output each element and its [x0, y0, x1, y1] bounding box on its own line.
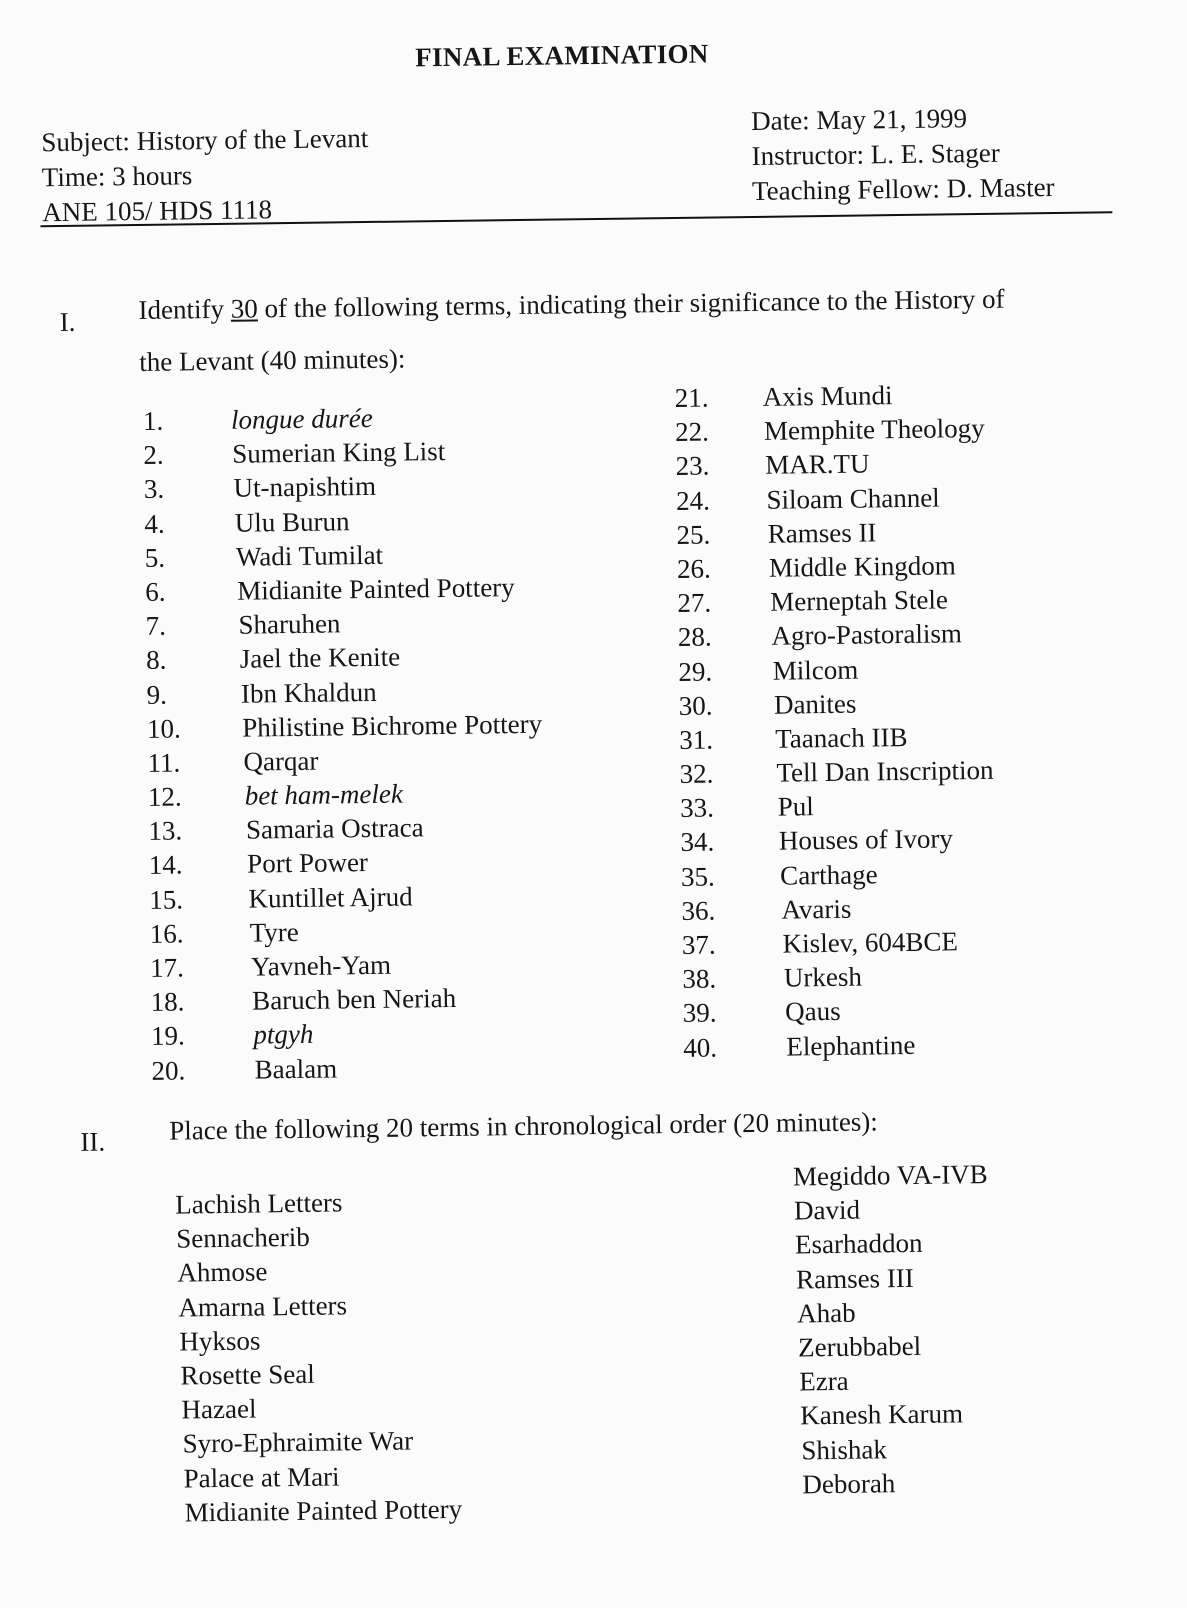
term-text: longue durée	[230, 402, 373, 435]
term-number: 13.	[148, 815, 183, 847]
term-text: Ramses II	[767, 517, 877, 549]
term-text: Merneptah Stele	[770, 584, 949, 617]
term-number: 19.	[150, 1020, 185, 1052]
term-number: 16.	[149, 918, 184, 949]
term-text: Middle Kingdom	[768, 550, 956, 583]
term-text: Kuntillet Ajrud	[248, 881, 413, 914]
chronology-term: Amarna Letters	[178, 1289, 348, 1323]
chronology-term: Hazael	[181, 1393, 257, 1425]
date-line: Date: May 21, 1999	[750, 103, 968, 136]
term-number: 36.	[681, 895, 716, 926]
term-number: 10.	[146, 713, 181, 744]
chronology-term: Midianite Painted Pottery	[184, 1493, 463, 1528]
term-number: 38.	[682, 963, 717, 995]
chronology-term: Ahab	[796, 1297, 856, 1329]
term-number: 25.	[676, 519, 711, 550]
chronology-term: Megiddo VA-IVB	[792, 1158, 988, 1192]
header-left	[41, 121, 369, 230]
term-number: 33.	[679, 792, 715, 824]
term-number: 26.	[676, 553, 711, 584]
term-text: MAR.TU	[765, 448, 870, 481]
term-text: Midianite Painted Pottery	[237, 572, 515, 606]
term-text: Baruch ben Neriah	[251, 983, 457, 1016]
chronology-term: David	[793, 1194, 861, 1226]
term-number: 30.	[678, 690, 713, 721]
section-2-numeral: II.	[80, 1126, 106, 1157]
term-text: Qaus	[784, 996, 841, 1027]
term-text: Sharuhen	[238, 608, 341, 640]
chronology-term: Zerubbabel	[797, 1330, 922, 1363]
term-number: 15.	[149, 884, 184, 915]
term-text: Siloam Channel	[766, 482, 940, 515]
chronology-term: Ezra	[799, 1365, 849, 1397]
term-text: Urkesh	[783, 961, 863, 993]
instr-line2: the Levant (40 minutes):	[139, 343, 406, 377]
term-number: 29.	[678, 656, 713, 687]
chronology-list-right	[793, 1157, 992, 1501]
term-number: 31.	[679, 724, 714, 755]
terms-list-right	[675, 375, 1144, 1065]
chronology-term: Syro-Ephraimite War	[182, 1425, 414, 1459]
section-1-instructions	[138, 273, 1005, 388]
term-number: 23.	[675, 450, 710, 482]
term-number: 22.	[674, 416, 710, 448]
term-number: 24.	[675, 485, 711, 516]
course-line: ANE 105/ HDS 1118	[42, 194, 273, 228]
term-text: Samaria Ostraca	[245, 812, 424, 845]
term-number: 14.	[148, 849, 183, 881]
term-number: 39.	[682, 997, 717, 1029]
term-number: 4.	[144, 508, 165, 539]
term-text: Milcom	[772, 654, 859, 686]
term-text: Memphite Theology	[763, 413, 985, 447]
chronology-term: Palace at Mari	[183, 1460, 340, 1494]
section-2-instructions: Place the following 20 terms in chronological order (20 minutes):	[169, 1106, 879, 1146]
term-text: Yavneh-Yam	[250, 949, 392, 982]
term-number: 35.	[680, 861, 715, 892]
term-text: ptgyh	[253, 1019, 314, 1050]
term-number: 27.	[677, 587, 712, 619]
term-number: 11.	[147, 747, 181, 778]
term-number: 3.	[143, 474, 165, 505]
term-number: 9.	[146, 679, 168, 710]
term-text: Sumerian King List	[232, 436, 446, 469]
term-text: Baalam	[254, 1053, 338, 1085]
term-number: 40.	[683, 1032, 718, 1063]
term-text: Pul	[777, 791, 814, 822]
term-item	[151, 1047, 651, 1088]
term-text: Houses of Ivory	[778, 823, 954, 857]
subject-line: Subject: History of the Levant	[41, 122, 369, 158]
term-number: 32.	[679, 758, 714, 790]
section-1-numeral: I.	[59, 306, 76, 338]
term-text: Tyre	[249, 916, 299, 948]
chronology-term: Ahmose	[177, 1256, 268, 1288]
term-number: 6.	[145, 576, 166, 607]
term-text: Avaris	[781, 893, 852, 925]
term-text: Tell Dan Inscription	[776, 754, 994, 788]
term-number: 37.	[681, 929, 716, 960]
teaching-fellow-line: Teaching Fellow: D. Master	[751, 171, 1055, 206]
chronology-list-left	[175, 1184, 462, 1530]
term-text: Port Power	[247, 847, 369, 880]
term-number: 18.	[150, 986, 185, 1018]
term-text: Wadi Tumilat	[235, 539, 384, 572]
term-text: Elephantine	[786, 1029, 916, 1062]
chronology-term: Lachish Letters	[175, 1187, 343, 1220]
instr-pre: Identify	[138, 293, 231, 325]
chronology-term: Kanesh Karum	[800, 1398, 964, 1431]
term-text: Taanach IIB	[775, 721, 908, 754]
term-text: Kislev, 604BCE	[782, 926, 959, 959]
header-right	[751, 100, 1055, 209]
term-text: Agro-Pastoralism	[771, 618, 963, 652]
term-text: bet ham-melek	[244, 778, 404, 811]
term-number: 17.	[149, 952, 185, 983]
chronology-term: Esarhaddon	[794, 1228, 923, 1260]
term-number: 5.	[144, 542, 166, 573]
term-text: Jael the Kenite	[239, 641, 401, 675]
term-number: 12.	[147, 781, 182, 812]
term-number: 28.	[677, 621, 712, 653]
terms-list-left	[143, 397, 652, 1087]
term-number: 8.	[145, 644, 167, 676]
chronology-term: Sennacherib	[176, 1222, 310, 1254]
chronology-term: Deborah	[802, 1467, 896, 1500]
term-text: Ut-napishtim	[233, 471, 377, 504]
instr-count: 30	[230, 293, 258, 324]
term-text: Danites	[773, 688, 857, 720]
term-number: 21.	[674, 382, 709, 413]
exam-title: FINAL EXAMINATION	[415, 38, 709, 73]
chronology-term: Shishak	[801, 1433, 888, 1465]
term-text: Carthage	[779, 858, 878, 891]
chronology-term: Ramses III	[795, 1262, 914, 1295]
term-number: 2.	[143, 439, 164, 471]
term-number: 1.	[142, 405, 164, 436]
chronology-term: Hyksos	[179, 1325, 261, 1357]
time-line: Time: 3 hours	[41, 160, 193, 193]
term-number: 7.	[145, 610, 167, 642]
term-text: Qarqar	[243, 745, 319, 777]
chronology-term: Rosette Seal	[180, 1358, 315, 1391]
term-text: Axis Mundi	[762, 380, 893, 412]
term-text: Ulu Burun	[234, 505, 350, 538]
term-item	[683, 1024, 1143, 1064]
term-number: 20.	[151, 1055, 186, 1086]
instr-post: of the following terms, indicating their significance to the History of	[257, 283, 1005, 324]
term-text: Philistine Bichrome Pottery	[242, 708, 543, 743]
term-text: Ibn Khaldun	[240, 676, 377, 709]
term-number: 34.	[680, 826, 715, 858]
instructor-line: Instructor: L. E. Stager	[751, 137, 1000, 171]
